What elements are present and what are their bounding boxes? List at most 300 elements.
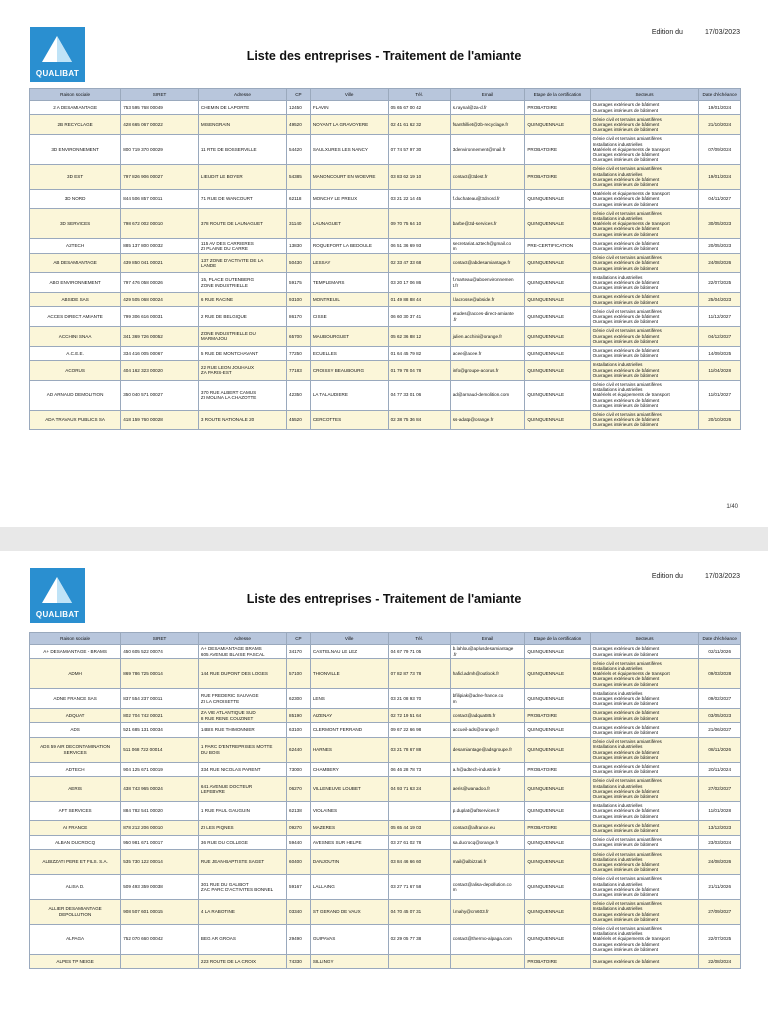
cell-company-name: ADA TRAVAUX PUBLICS SA — [30, 410, 121, 430]
table-row — [30, 762, 741, 776]
cell-email[interactable]: p.duplat@aftservices.fr — [450, 801, 525, 821]
cell-company-name: 3D EST — [30, 164, 121, 189]
cell-postal-code: 50430 — [287, 253, 311, 273]
column-header-sectors: Secteurs — [590, 633, 699, 645]
cell-sectors: Ouvrages extérieurs de bâtiment Ouvrages intérieurs de bâtiment — [590, 239, 699, 253]
cell-phone: 03 20 17 06 86 — [388, 273, 450, 293]
cell-company-name: A.C.E.E. — [30, 346, 121, 360]
cell-phone: 02 33 47 33 68 — [388, 253, 450, 273]
cell-sectors: Ouvrages extérieurs de bâtiment Ouvrages intérieurs de bâtiment — [590, 723, 699, 737]
cell-city: ECUELLES — [310, 346, 388, 360]
cell-certification-stage: QUINQUENNALE — [525, 189, 590, 209]
cell-email[interactable]: mail@albizzati.fr — [450, 850, 525, 875]
cell-city: MANONCOURT EN WOEVRE — [310, 164, 388, 189]
cell-city: VILLENEUVE LOUBET — [310, 776, 388, 801]
cell-sectors: Génie civil et terrains amiantifères Ouvrages intérieurs de bâtiment — [590, 835, 699, 849]
page-separator — [0, 527, 768, 551]
cell-address: 15, PLACE GUTENBERG ZONE INDUSTRIELLE — [198, 273, 286, 293]
column-header-postal-code: CP — [287, 633, 311, 645]
cell-city: MONCHY LE PREUX — [310, 189, 388, 209]
cell-phone: 01 64 45 79 82 — [388, 346, 450, 360]
cell-siret: 439 850 041 00021 — [121, 253, 199, 273]
cell-city: TEMPLEMARS — [310, 273, 388, 293]
cell-postal-code: 93100 — [287, 292, 311, 306]
cell-expiry-date: 30/05/2023 — [699, 209, 741, 239]
cell-email[interactable]: f.marteau@aboenvironnemen t.fr — [450, 273, 525, 293]
cell-certification-stage: QUINQUENNALE — [525, 645, 590, 659]
cell-company-name: ALISA D. — [30, 874, 121, 899]
cell-sectors: Génie civil et terrains amiantifères Installations industrielles Matériels et équipements de transport Ouvrages extérieurs de bâtiment Ouvrages intérieurs de bâtiment — [590, 209, 699, 239]
cell-postal-code: 59440 — [287, 835, 311, 849]
cell-city: SAULXURES LES NANCY — [310, 134, 388, 164]
column-header-company-name: Raison sociale — [30, 633, 121, 645]
table-row — [30, 821, 741, 835]
cell-phone — [388, 954, 450, 968]
cell-company-name: 2 A DESAMIANTAGE — [30, 101, 121, 115]
cell-email[interactable]: aeris@wanadoo.fr — [450, 776, 525, 801]
column-header-phone: Tél. — [388, 89, 450, 101]
cell-siret: 908 507 601 00015 — [121, 899, 199, 924]
cell-postal-code: 03340 — [287, 899, 311, 924]
column-header-email: Email — [450, 89, 525, 101]
cell-address: LIEUDIT LE BOYER — [198, 164, 286, 189]
cell-siret: 752 070 660 00042 — [121, 924, 199, 954]
cell-certification-stage: QUINQUENNALE — [525, 776, 590, 801]
cell-postal-code: 12450 — [287, 101, 311, 115]
cell-email[interactable]: l.lacrosse@abside.fr — [450, 292, 525, 306]
page-title: Liste des entreprises - Traitement de l'amiante — [246, 49, 522, 63]
table-row — [30, 801, 741, 821]
cell-certification-stage: QUINQUENNALE — [525, 292, 590, 306]
cell-expiry-date: 04/12/2027 — [699, 326, 741, 346]
table-row — [30, 239, 741, 253]
cell-sectors: Installations industrielles Ouvrages extérieurs de bâtiment Ouvrages intérieurs de bâtiment — [590, 689, 699, 709]
cell-address: 1 RUE PAUL GAUGUIN — [198, 801, 286, 821]
page-number: 1/40 — [726, 504, 738, 510]
cell-expiry-date: 27/02/2027 — [699, 776, 741, 801]
cell-address: 115 AV DES CARRIERES ZI PLAINE DU CARRE — [198, 239, 286, 253]
table-row — [30, 209, 741, 239]
cell-company-name: A+ DESAMIANTAGE - BRAMS — [30, 645, 121, 659]
cell-certification-stage: PROBATOIRE — [525, 134, 590, 164]
cell-sectors: Matériels et équipements de transport Ouvrages extérieurs de bâtiment Ouvrages intérieurs de bâtiment — [590, 189, 699, 209]
cell-siret: 450 605 522 00074 — [121, 645, 199, 659]
cell-company-name: AERIS — [30, 776, 121, 801]
cell-address: 36 RUE DU COLLEGE — [198, 835, 286, 849]
cell-expiry-date: 08/11/2026 — [699, 737, 741, 762]
cell-email[interactable]: contact@aifrance.eu — [450, 821, 525, 835]
cell-phone: 09 67 22 66 98 — [388, 723, 450, 737]
cell-expiry-date: 04/11/2027 — [699, 189, 741, 209]
cell-sectors: Génie civil et terrains amiantifères Installations industrielles Matériels et équipements de transport Ouvrages extérieurs de bâtiment Ouvrages intérieurs de bâtiment — [590, 380, 699, 410]
cell-phone: 07 74 57 97 30 — [388, 134, 450, 164]
cell-city: VIOLAINES — [310, 801, 388, 821]
cell-address: CHEMIN DE LAPORTE — [198, 101, 286, 115]
cell-certification-stage: PROBATOIRE — [525, 101, 590, 115]
cell-postal-code: 57100 — [287, 659, 311, 689]
cell-email[interactable]: ss-adatp@orange.fr — [450, 410, 525, 430]
table-row — [30, 253, 741, 273]
cell-sectors: Génie civil et terrains amiantifères Installations industrielles Matériels et équipements de transport Ouvrages extérieurs de bâtiment Ouvrages intérieurs de bâtiment — [590, 924, 699, 954]
cell-company-name: AFT SERVICES — [30, 801, 121, 821]
cell-sectors: Génie civil et terrains amiantifères Installations industrielles Ouvrages extérieurs de bâtiment Ouvrages intérieurs de bâtiment — [590, 776, 699, 801]
cell-phone: 03 83 62 19 10 — [388, 164, 450, 189]
cell-certification-stage: QUINQUENNALE — [525, 659, 590, 689]
edition-info — [652, 29, 740, 36]
column-header-expiry-date: Date d'échéance — [699, 633, 741, 645]
cell-certification-stage: PROBATOIRE — [525, 762, 590, 776]
cell-siret: 428 665 067 00022 — [121, 115, 199, 135]
cell-company-name: AB DESAMIANTAGE — [30, 253, 121, 273]
cell-company-name: ALBIZZATI PERE ET FILS. S.A. — [30, 850, 121, 875]
cell-city: THIONVILLE — [310, 659, 388, 689]
cell-phone: 07 82 87 73 78 — [388, 659, 450, 689]
table-row — [30, 189, 741, 209]
cell-phone: 03 27 71 67 58 — [388, 874, 450, 899]
edition-label: Edition du — [651, 29, 683, 36]
cell-certification-stage: QUINQUENNALE — [525, 850, 590, 875]
cell-company-name: 3D ENVIRONNEMENT — [30, 134, 121, 164]
cell-certification-stage: QUINQUENNALE — [525, 899, 590, 924]
cell-postal-code: 59175 — [287, 273, 311, 293]
cell-phone: 04 77 33 01 06 — [388, 380, 450, 410]
cell-company-name: A2TECH — [30, 239, 121, 253]
cell-company-name: ADMH — [30, 659, 121, 689]
table-row — [30, 874, 741, 899]
cell-address: ZONE INDUSTRIELLE DU MARMAJOU — [198, 326, 286, 346]
cell-sectors: Génie civil et terrains amiantifères Installations industrielles Matériels et équipements de transport Ouvrages extérieurs de bâtiment Ouvrages intérieurs de bâtiment — [590, 659, 699, 689]
cell-city: LAUNAGUET — [310, 209, 388, 239]
cell-postal-code: 13830 — [287, 239, 311, 253]
cell-postal-code: 63100 — [287, 723, 311, 737]
cell-phone: 02 38 75 36 84 — [388, 410, 450, 430]
table-row — [30, 737, 741, 762]
cell-email[interactable]: contact@thermo-alpaga.com — [450, 924, 525, 954]
cell-postal-code: 31140 — [287, 209, 311, 239]
cell-expiry-date: 19/01/2024 — [699, 101, 741, 115]
cell-company-name: 3D NORD — [30, 189, 121, 209]
cell-email[interactable]: ad@arnaud-demolition.com — [450, 380, 525, 410]
cell-city: ROQUEFORT LA BEDOULE — [310, 239, 388, 253]
cell-postal-code: 54385 — [287, 164, 311, 189]
cell-expiry-date: 25/04/2023 — [699, 292, 741, 306]
cell-address: 1 PARC D'ENTREPRISES MOTTE DU BOIS — [198, 737, 286, 762]
cell-phone: 03 84 46 66 60 — [388, 850, 450, 875]
cell-email[interactable] — [450, 954, 525, 968]
cell-email[interactable]: fsanthilliet@2b-recyclage.fr — [450, 115, 525, 135]
cell-address: 378 ROUTE DE LAUNAGUET — [198, 209, 286, 239]
cell-sectors: Ouvrages extérieurs de bâtiment Ouvrages intérieurs de bâtiment — [590, 346, 699, 360]
cell-sectors: Génie civil et terrains amiantifères Installations industrielles Ouvrages extérieurs de bâtiment Ouvrages intérieurs de bâtiment — [590, 899, 699, 924]
cell-siret: 535 730 122 00014 — [121, 850, 199, 875]
cell-email[interactable]: acee@acee.fr — [450, 346, 525, 360]
cell-postal-code: 62118 — [287, 189, 311, 209]
column-header-postal-code: CP — [287, 89, 311, 101]
cell-phone: 06 60 30 37 41 — [388, 307, 450, 327]
cell-company-name: ALPES TP NEIGE — [30, 954, 121, 968]
cell-city: MONTREUIL — [310, 292, 388, 306]
cell-expiry-date: 09/03/2028 — [699, 659, 741, 689]
cell-address: 22 RUE LEON JOUHAUX ZA PARIS-EST — [198, 360, 286, 380]
table-row — [30, 924, 741, 954]
cell-postal-code: 86170 — [287, 307, 311, 327]
cell-siret: 950 981 671 00017 — [121, 835, 199, 849]
cell-email[interactable]: etudes@acces-direct-amiante .fr — [450, 307, 525, 327]
column-header-address: Adresse — [198, 89, 286, 101]
table-row — [30, 346, 741, 360]
cell-address: RUE FREDERIC SAUVAGE ZI LA CROISETTE — [198, 689, 286, 709]
cell-certification-stage: QUINQUENNALE — [525, 689, 590, 709]
cell-phone: 01 79 78 04 78 — [388, 360, 450, 380]
cell-sectors: Génie civil et terrains amiantifères Ouvrages extérieurs de bâtiment Ouvrages intérieurs de bâtiment — [590, 253, 699, 273]
cell-company-name: ADS — [30, 723, 121, 737]
cell-certification-stage: PROBATOIRE — [525, 954, 590, 968]
table-row — [30, 708, 741, 722]
cell-postal-code: 49520 — [287, 115, 311, 135]
cell-certification-stage: QUINQUENNALE — [525, 723, 590, 737]
cell-company-name: ALLIER DESAMIANTAGE DEPOLLUTION — [30, 899, 121, 924]
cell-address: 223 ROUTE DE LA CROIX — [198, 954, 286, 968]
cell-siret: 438 743 965 00024 — [121, 776, 199, 801]
edition-label: Edition du — [651, 573, 683, 580]
cell-phone: 09 70 75 64 10 — [388, 209, 450, 239]
column-header-siret: SIRET — [121, 89, 199, 101]
table-row — [30, 899, 741, 924]
cell-email[interactable]: barbe@3d-services.fr — [450, 209, 525, 239]
cell-siret: 869 786 725 00014 — [121, 659, 199, 689]
cell-sectors: Génie civil et terrains amiantifères Installations industrielles Ouvrages extérieurs de bâtiment Ouvrages intérieurs de bâtiment — [590, 737, 699, 762]
cell-phone: 05 65 67 00 42 — [388, 101, 450, 115]
cell-postal-code: 73000 — [287, 762, 311, 776]
cell-expiry-date: 27/09/2027 — [699, 899, 741, 924]
cell-certification-stage: QUINQUENNALE — [525, 801, 590, 821]
cell-phone: 01 49 88 88 44 — [388, 292, 450, 306]
cell-email[interactable]: accueil-ads@orange.fr — [450, 723, 525, 737]
cell-expiry-date: 21/11/2026 — [699, 874, 741, 899]
cell-certification-stage: PRE-CERTIFICATION — [525, 239, 590, 253]
cell-email[interactable]: sa.ducrocq@orange.fr — [450, 835, 525, 849]
table-row — [30, 326, 741, 346]
column-header-city: Ville — [310, 89, 388, 101]
cell-expiry-date: 11/01/2027 — [699, 380, 741, 410]
cell-expiry-date: 24/08/2026 — [699, 850, 741, 875]
cell-expiry-date: 03/05/2023 — [699, 708, 741, 722]
cell-expiry-date: 24/08/2026 — [699, 253, 741, 273]
cell-postal-code: 74330 — [287, 954, 311, 968]
cell-sectors: Génie civil et terrains amiantifères Installations industrielles Ouvrages extérieurs de bâtiment Ouvrages intérieurs de bâtiment — [590, 874, 699, 899]
cell-phone: 03 21 78 67 88 — [388, 737, 450, 762]
page-title: Liste des entreprises - Traitement de l'amiante — [246, 592, 522, 606]
cell-postal-code: 34170 — [287, 645, 311, 659]
cell-address: 334 RUE NICOLAS PARENT — [198, 762, 286, 776]
cell-expiry-date: 21/06/2027 — [699, 723, 741, 737]
cell-address: BEG AR GROAS — [198, 924, 286, 954]
cell-city: CASTELNAU LE LEZ — [310, 645, 388, 659]
cell-certification-stage: QUINQUENNALE — [525, 253, 590, 273]
cell-city: DANJOUTIN — [310, 850, 388, 875]
column-header-address: Adresse — [198, 633, 286, 645]
column-header-certification-stage: Etape de la certification — [525, 633, 590, 645]
table-header-row — [30, 633, 741, 645]
cell-certification-stage: QUINQUENNALE — [525, 273, 590, 293]
cell-siret: 334 416 005 00067 — [121, 346, 199, 360]
cell-sectors: Génie civil et terrains amiantifères Ouvrages extérieurs de bâtiment Ouvrages intérieurs de bâtiment — [590, 115, 699, 135]
cell-expiry-date: 20/10/2026 — [699, 410, 741, 430]
table-row — [30, 954, 741, 968]
table-row — [30, 659, 741, 689]
cell-certification-stage: QUINQUENNALE — [525, 115, 590, 135]
cell-phone: 02 41 61 62 32 — [388, 115, 450, 135]
cell-city: AVESNES SUR HELPE — [310, 835, 388, 849]
cell-expiry-date: 02/11/2026 — [699, 645, 741, 659]
cell-sectors: Génie civil et terrains amiantifères Installations industrielles Ouvrages extérieurs de bâtiment Ouvrages intérieurs de bâtiment — [590, 164, 699, 189]
cell-city: NOYANT LA GRAVOYERE — [310, 115, 388, 135]
cell-sectors: Ouvrages extérieurs de bâtiment Ouvrages intérieurs de bâtiment — [590, 762, 699, 776]
cell-certification-stage: PROBATOIRE — [525, 164, 590, 189]
cell-expiry-date: 14/09/2025 — [699, 346, 741, 360]
cell-certification-stage: QUINQUENNALE — [525, 360, 590, 380]
cell-sectors: Ouvrages extérieurs de bâtiment — [590, 954, 699, 968]
cell-phone: 02 29 05 77 38 — [388, 924, 450, 954]
cell-address: 2 RUE DE BELGIQUE — [198, 307, 286, 327]
cell-address: 14BIS RUE THIMONNIER — [198, 723, 286, 737]
cell-phone: 04 70 45 07 31 — [388, 899, 450, 924]
cell-expiry-date: 22/08/2024 — [699, 954, 741, 968]
cell-expiry-date: 11/12/2027 — [699, 307, 741, 327]
cell-company-name: ADNE FRANCE SAS — [30, 689, 121, 709]
cell-email[interactable]: contact@3dest.fr — [450, 164, 525, 189]
cell-siret: 341 369 726 00052 — [121, 326, 199, 346]
table-row — [30, 101, 741, 115]
cell-expiry-date: 13/12/2023 — [699, 821, 741, 835]
cell-siret: 904 125 671 00019 — [121, 762, 199, 776]
cell-email[interactable]: contact@abdesamiantage.fr — [450, 253, 525, 273]
cell-certification-stage: QUINQUENNALE — [525, 209, 590, 239]
cell-email[interactable]: 3denvironnement@mail.fr — [450, 134, 525, 164]
edition-date: 17/03/2023 — [704, 573, 740, 580]
cell-email[interactable]: contact@adquat85.fr — [450, 708, 525, 722]
cell-postal-code: 06270 — [287, 776, 311, 801]
cell-email[interactable]: bfilipiak@adne-france.co m — [450, 689, 525, 709]
cell-postal-code: 42350 — [287, 380, 311, 410]
cell-siret: 837 554 237 00011 — [121, 689, 199, 709]
table-row — [30, 380, 741, 410]
cell-certification-stage: QUINQUENNALE — [525, 835, 590, 849]
cell-expiry-date: 22/07/2025 — [699, 273, 741, 293]
cell-siret — [121, 954, 199, 968]
cell-address: 144 RUE DUPONT DES LOGES — [198, 659, 286, 689]
cell-city: LENS — [310, 689, 388, 709]
cell-sectors: Ouvrages extérieurs de bâtiment Ouvrages intérieurs de bâtiment — [590, 645, 699, 659]
cell-email[interactable]: f.duchateau@3dnord.fr — [450, 189, 525, 209]
cell-siret: 798 672 002 00010 — [121, 209, 199, 239]
table-row — [30, 134, 741, 164]
cell-city: CLERMONT FERRAND — [310, 723, 388, 737]
column-header-sectors: Secteurs — [590, 89, 699, 101]
cell-email[interactable]: contact@alisa-depollution.co m — [450, 874, 525, 899]
cell-siret: 797 826 906 00027 — [121, 164, 199, 189]
table-row — [30, 850, 741, 875]
cell-certification-stage: QUINQUENNALE — [525, 924, 590, 954]
cell-expiry-date: 07/09/2024 — [699, 134, 741, 164]
cell-siret: 797 476 058 00026 — [121, 273, 199, 293]
cell-address: A+ DESAMIANTAGE BRAMS 605 AVENUE BLAISE PASCAL — [198, 645, 286, 659]
table-row — [30, 115, 741, 135]
edition-date: 17/03/2023 — [704, 29, 740, 36]
cell-address: MISENGRAIN — [198, 115, 286, 135]
cell-certification-stage: QUINQUENNALE — [525, 874, 590, 899]
cell-email[interactable]: info@groupe-acorus.fr — [450, 360, 525, 380]
cell-city: HARNES — [310, 737, 388, 762]
table-row — [30, 292, 741, 306]
table-row — [30, 307, 741, 327]
cell-email[interactable]: a.h@adtech-industrie.fr — [450, 762, 525, 776]
cell-phone: 03 21 08 93 70 — [388, 689, 450, 709]
cell-address: ZI LES PIQNES — [198, 821, 286, 835]
cell-address: 370 RUE ALBERT CAMUS ZI MOLINA LA CHAZOTTE — [198, 380, 286, 410]
cell-email[interactable]: secretariat.a2tech@gmail.co m — [450, 239, 525, 253]
cell-siret: 350 040 571 00027 — [121, 380, 199, 410]
cell-siret: 511 068 722 00014 — [121, 737, 199, 762]
cell-expiry-date: 19/01/2024 — [699, 164, 741, 189]
cell-company-name: ALPAGA — [30, 924, 121, 954]
column-header-certification-stage: Etape de la certification — [525, 89, 590, 101]
column-header-expiry-date: Date d'échéance — [699, 89, 741, 101]
cell-city: GUIPAVAS — [310, 924, 388, 954]
table-row — [30, 360, 741, 380]
cell-city: MAUBOURGUET — [310, 326, 388, 346]
cell-sectors: Génie civil et terrains amiantifères Ouvrages extérieurs de bâtiment Ouvrages intérieurs de bâtiment — [590, 326, 699, 346]
cell-sectors: Génie civil et terrains amiantifères Installations industrielles Ouvrages extérieurs de bâtiment Ouvrages intérieurs de bâtiment — [590, 850, 699, 875]
cell-phone — [388, 801, 450, 821]
cell-email[interactable]: l.mahy@cm603.fr — [450, 899, 525, 924]
cell-address: 137 ZONE D'ACTIVITE DE LA LANDE — [198, 253, 286, 273]
cell-sectors: Installations industrielles Ouvrages extérieurs de bâtiment Ouvrages intérieurs de bâtiment — [590, 273, 699, 293]
cell-postal-code: 62300 — [287, 689, 311, 709]
cell-city: LA TALAUDIERE — [310, 380, 388, 410]
cell-siret: 800 719 370 00029 — [121, 134, 199, 164]
cell-expiry-date: 20/05/2023 — [699, 239, 741, 253]
cell-siret: 878 212 206 00010 — [121, 821, 199, 835]
cell-city: ST GERAND DE VAUX — [310, 899, 388, 924]
cell-certification-stage: QUINQUENNALE — [525, 346, 590, 360]
cell-address: 641 AVENUE DOCTEUR LEFEBVRE — [198, 776, 286, 801]
cell-address: 301 RUE DU GALIBOT ZAC PARC D'ACTIVITES BONNEL — [198, 874, 286, 899]
cell-siret: 802 704 742 00021 — [121, 708, 199, 722]
cell-sectors: Génie civil et terrains amiantifères Ouvrages extérieurs de bâtiment Ouvrages intérieurs de bâtiment — [590, 307, 699, 327]
table-row — [30, 723, 741, 737]
cell-city: SILLINGY — [310, 954, 388, 968]
cell-city: FLAVIN — [310, 101, 388, 115]
cell-expiry-date: 11/04/2028 — [699, 360, 741, 380]
cell-email[interactable]: hafid.admh@outlook.fr — [450, 659, 525, 689]
company-table — [29, 88, 741, 430]
cell-postal-code: 54420 — [287, 134, 311, 164]
cell-email[interactable]: julien.acchini@orange.fr — [450, 326, 525, 346]
cell-postal-code: 09270 — [287, 821, 311, 835]
cell-company-name: AI FRANCE — [30, 821, 121, 835]
cell-email[interactable]: desamiantage@adsgroupe.fr — [450, 737, 525, 762]
cell-email[interactable]: s.raynal@2a-d.fr — [450, 101, 525, 115]
cell-address: 4 LA RABOTINE — [198, 899, 286, 924]
cell-email[interactable]: b.lahlou@aplusdesamiantage .fr — [450, 645, 525, 659]
cell-city: CISSE — [310, 307, 388, 327]
cell-postal-code: 59167 — [287, 874, 311, 899]
cell-siret: 404 162 323 00020 — [121, 360, 199, 380]
cell-company-name: 3D SERVICES — [30, 209, 121, 239]
cell-company-name: 2B RECYCLAGE — [30, 115, 121, 135]
cell-expiry-date: 11/01/2028 — [699, 801, 741, 821]
